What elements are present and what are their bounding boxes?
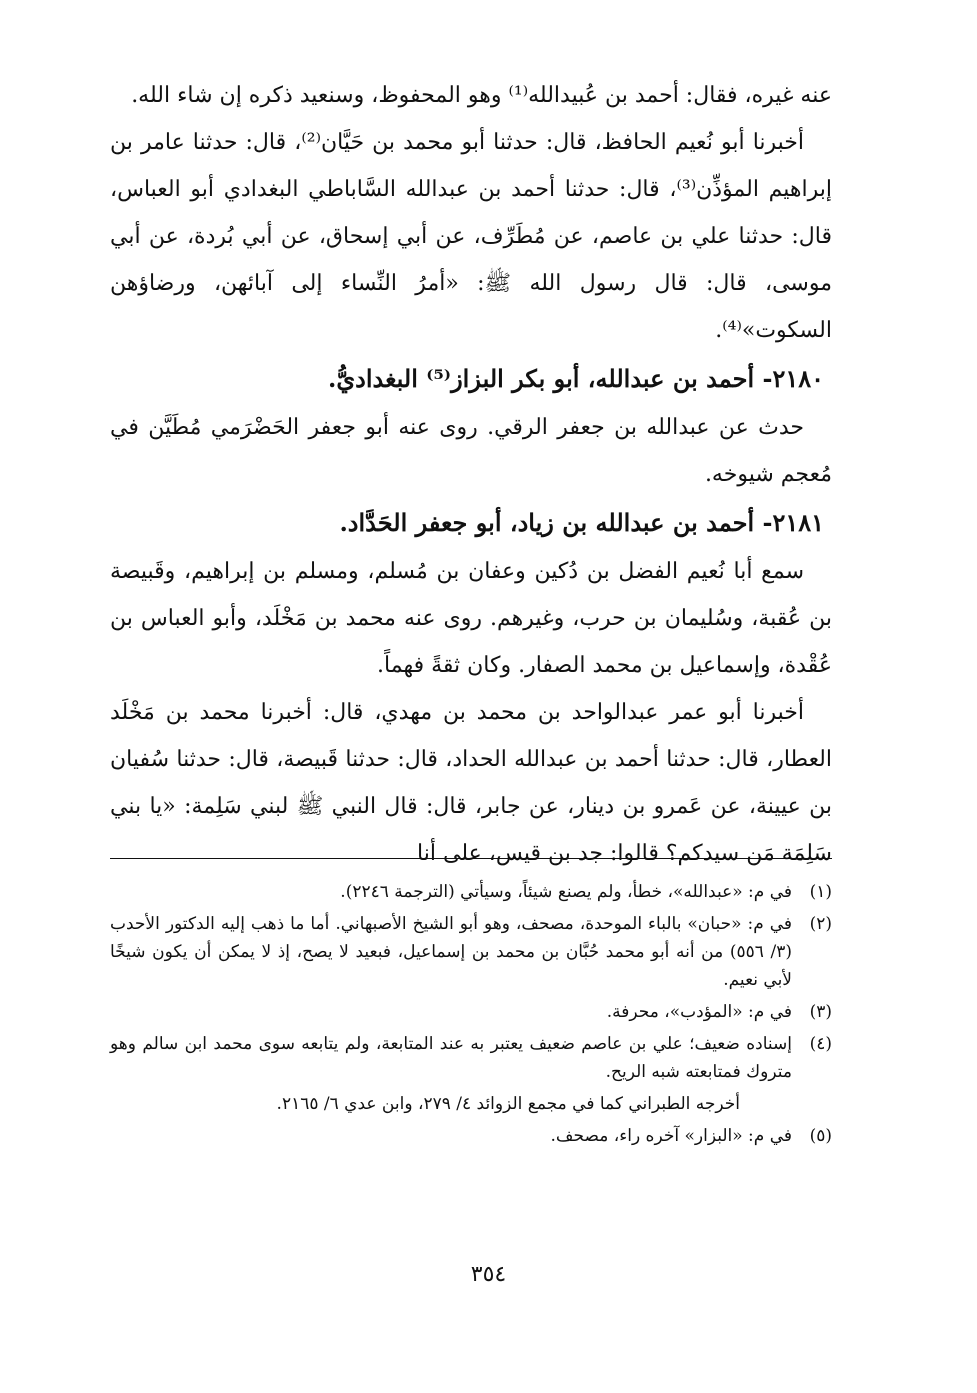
page-number: ٣٥٤ (470, 1262, 507, 1287)
footnote (110, 1030, 832, 1086)
footnote-divider (110, 858, 832, 859)
footnote (110, 998, 832, 1026)
paragraph-hadith-2: أخبرنا أبو عمر عبدالواحد بن محمد بن مهدي، قال: أخبرنا محمد بن مَخْلَد العطار، قال: حدثنا أحمد بن عبدالله الحداد، قال: حدثنا قَبيصة، قال: حدثنا سُفيان بن عيينة، عن عَمرو بن دينار، عن جابر، قال: قال النبي ﷺ لبني سَلِمة: «يا بني سَلِمَة مَن سيدكم؟ قالوا: جد بن قيس، على أنا (110, 700, 832, 866)
footnote-number (792, 1090, 832, 1118)
paragraph-hadith-1: أخبرنا أبو نُعيم الحافظ، قال: حدثنا أبو محمد بن حَيَّان⁽²⁾، قال: حدثنا عامر بن إبراهيم المؤذِّن⁽³⁾، قال: حدثنا أحمد بن عبدالله السَّاباطي البغدادي أبو العباس، قال: حدثنا علي بن عاصم، عن مُطَرِّف، عن أبي إسحاق، عن أبي بُردة، عن أبي موسى، قال: قال رسول الله ﷺ: «أمرُ النِّساء إلى آبائهن، ورضاؤهن السكوت»⁽⁴⁾. (110, 130, 832, 343)
main-text (110, 72, 832, 877)
footnote (110, 910, 832, 994)
entry-heading-2181: ٢١٨١- أحمد بن عبدالله بن زياد، أبو جعفر الحَدَّاد. (339, 508, 824, 537)
paragraph-entry-2180: حدث عن عبدالله بن جعفر الرقي. روى عنه أبو جعفر الحَضْرَمي مُطَيَّن في مُعجم شيوخه. (110, 415, 832, 487)
footnote-number: (٥) (809, 1126, 832, 1146)
footnote-number: (٤) (809, 1034, 832, 1054)
footnote-number: (١) (809, 882, 832, 902)
footnote-text: إسناده ضعيف؛ علي بن عاصم ضعيف يعتبر به عند المتابعة، ولم يتابعه سوى محمد ابن سالم وهو متروك فمتابعته شبه الريح. (110, 1034, 792, 1082)
footnote (110, 878, 832, 906)
entry-heading-2180: ٢١٨٠- أحمد بن عبدالله، أبو بكر البزاز⁽⁵⁾ البغداديُّ. (328, 364, 824, 393)
footnote-number: (٣) (809, 1002, 832, 1022)
footnote-number: (٢) (809, 914, 832, 934)
footnote-text: أخرجه الطبراني كما في مجمع الزوائد ٤/ ٢٧٩، وابن عدي ٦/ ٢١٦٥. (276, 1094, 740, 1114)
footnote-text: في م: «حبان» بالباء الموحدة، مصحف، وهو أبو الشيخ الأصبهاني. أما ما ذهب إليه الدكتور الأحدب (٣/ ٥٥٦) من أنه أبو محمد حُبَّان بن محمد بن إسماعيل، فبعيد لا يصح، إذ لا يمكن أن يكون شيخًا لأبي نعيم. (110, 914, 792, 990)
paragraph-continuation: عنه غيره، فقال: أحمد بن عُبيدالله⁽¹⁾ وهو المحفوظ، وسنعيد ذكره إن شاء الله. (131, 83, 832, 108)
footnote-text: في م: «البزار» آخره راء، مصحف. (550, 1126, 792, 1146)
footnote-text: في م: «المؤدب»، محرفة. (606, 1002, 792, 1022)
footnote (110, 1122, 832, 1150)
footnotes (110, 878, 832, 1154)
footnote-text: في م: «عبدالله»، خطأ، ولم يصنع شيئاً، وسيأتي (الترجمة ٢٢٤٦). (340, 882, 792, 902)
paragraph-entry-2181: سمع أبا نُعيم الفضل بن دُكين وعفان بن مُسلم، ومسلم بن إبراهيم، وقَبيصة بن عُقبة، وسُليمان بن حرب، وغيرهم. روى عنه محمد بن مَخْلَد، وأبو العباس بن عُقْدة، وإسماعيل بن محمد الصفار. وكان ثقةً فهماً. (110, 559, 832, 678)
footnote-continuation (110, 1090, 832, 1118)
